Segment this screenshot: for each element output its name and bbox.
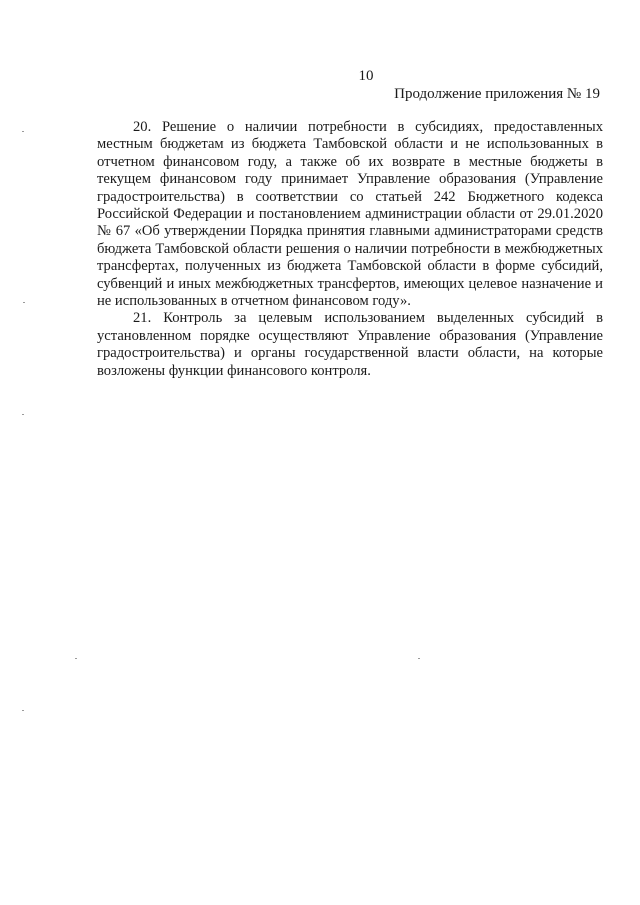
paragraph-21: 21. Контроль за целевым использованием выделенных субсидий в установленном порядке осуществляют Управление образования (Управление градостроительства) и органы государственной власти области, на которые возложены функции финансового контроля. <box>97 310 603 379</box>
appendix-continuation-label: Продолжение приложения № 19 <box>394 86 600 102</box>
scan-speck <box>418 658 420 659</box>
page-number: 10 <box>358 68 374 84</box>
scan-speck <box>75 658 77 659</box>
paragraph-20: 20. Решение о наличии потребности в субсидиях, предоставленных местным бюджетам из бюджета Тамбовской области и не использованных в отчетном финансовом году, а также об их возврате в местные бюджеты в текущем финансовом году принимает Управление образования (Управление градостроительства) в соответствии со статьей 242 Бюджетного кодекса Российской Федерации и постановлением администрации области от 29.01.2020 № 67 «Об утверждении Порядка принятия главными администраторами средств бюджета Тамбовской области решения о наличии потребности в межбюджетных трансфертах, полученных из бюджета Тамбовской области в форме субсидий, субвенций и иных межбюджетных трансфертов, имеющих целевое назначение и не использованных в отчетном финансовом году». <box>97 119 603 310</box>
scan-speck <box>23 302 25 303</box>
scan-speck <box>22 710 24 711</box>
scan-speck <box>22 414 24 415</box>
scan-speck <box>22 131 24 132</box>
document-body <box>97 119 603 380</box>
